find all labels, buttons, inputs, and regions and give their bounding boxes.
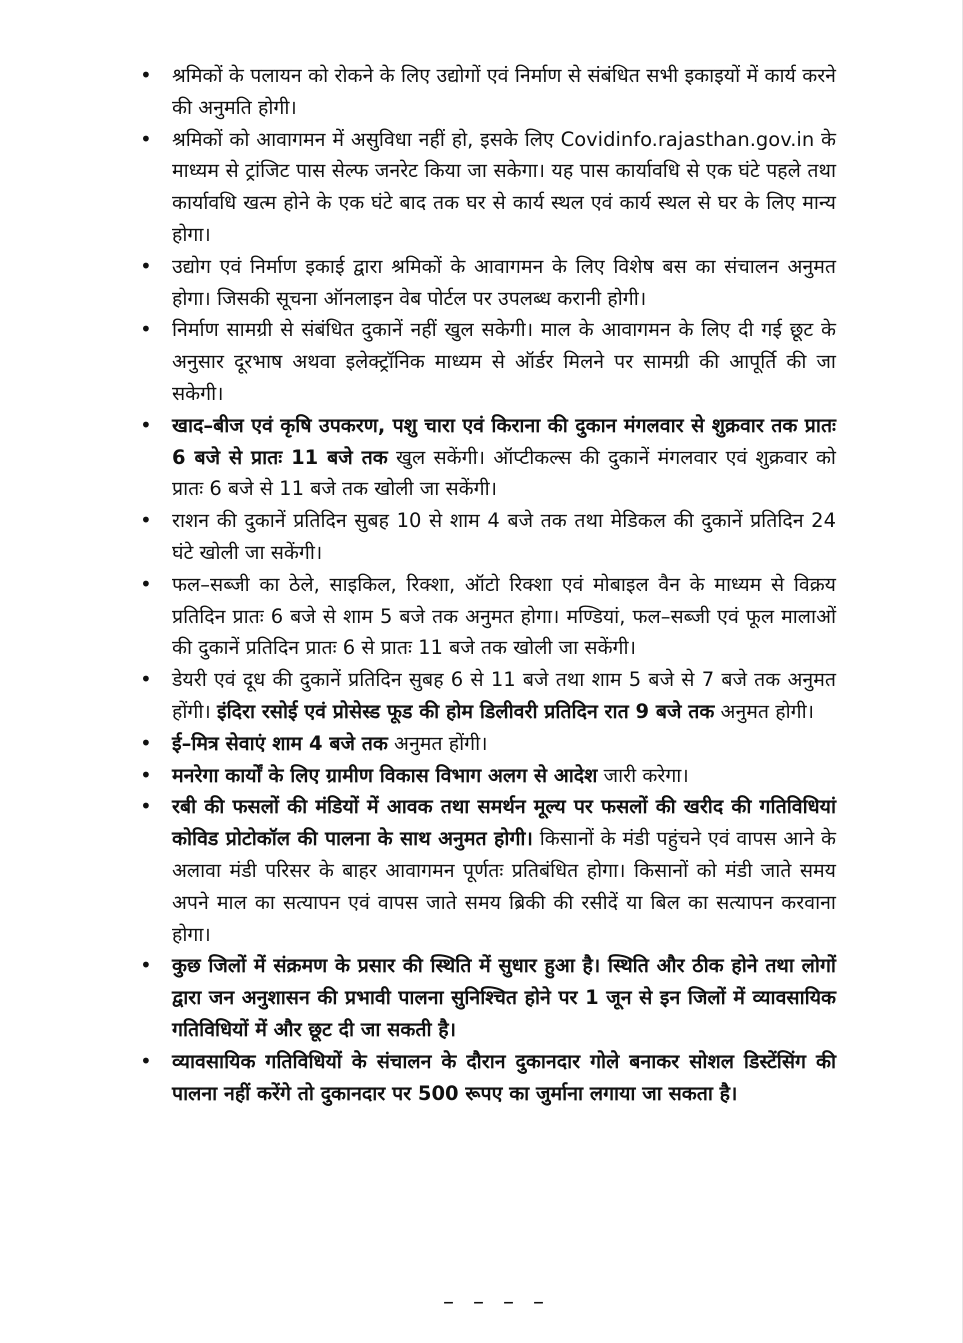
bullet-icon: • xyxy=(140,317,152,342)
bullet-icon: • xyxy=(140,730,152,755)
bullet-icon: • xyxy=(140,571,152,596)
list-item xyxy=(140,124,836,251)
bullet-icon: • xyxy=(140,1048,152,1073)
bold-text: ई–मित्र सेवाएं शाम 4 बजे तक xyxy=(172,731,388,755)
bold-text: खाद–बीज एवं कृषि उपकरण, पशु चारा एवं किराना की दुकान मंगलवार से शुक्रवार तक प्रातः 6 बजे से प्रातः 11 बजे तक xyxy=(172,413,837,469)
bullet-icon: • xyxy=(140,953,152,978)
body-text: खुल सकेंगी। ऑप्टीकल्स की दुकानें मंगलवार एवं शुक्रवार को प्रातः 6 बजे से 11 बजे तक खोली जा सकेंगी। xyxy=(172,445,836,501)
bullet-icon: • xyxy=(140,667,152,692)
list-item xyxy=(140,505,836,569)
list-item xyxy=(140,569,836,664)
bullet-icon: • xyxy=(140,126,152,151)
body-text: जारी करेगा। xyxy=(597,763,689,787)
body-text: डेयरी एवं दूध की दुकानें प्रतिदिन सुबह 6 से 11 बजे तथा शाम 5 बजे से 7 बजे तक अनुमत होंगी। xyxy=(172,668,836,723)
bold-text: रबी की फसलों की मंडियों में आवक तथा समर्थन मूल्य पर फसलों की खरीद की गतिविधियां कोविड प्रोटोकॉल की पालना के साथ अनुमत होगी। xyxy=(172,795,836,851)
body-text: उद्योग एवं निर्माण इकाई द्वारा श्रमिकों के आवागमन के लिए विशेष बस का संचालन अनुमत होगा। जिसकी सूचना ऑनलाइन वेब पोर्टल पर उपलब्ध करानी होगी। xyxy=(172,254,836,310)
list-item xyxy=(140,251,836,315)
bullet-icon: • xyxy=(140,762,152,787)
body-text: अनुमत होंगी। xyxy=(387,731,488,755)
bullet-icon: • xyxy=(140,253,152,278)
list-item xyxy=(140,728,836,760)
bullet-icon: • xyxy=(140,412,152,437)
list-item xyxy=(140,760,836,792)
bold-text: व्यावसायिक गतिविधियों के संचालन के दौरान दुकानदार गोले बनाकर सोशल डिस्टेंसिंग की पालना नहीं करेंगे तो दुकानदार पर 500 रूपए का जुर्माना लगाया जा सकता है। xyxy=(172,1049,836,1105)
list-item xyxy=(140,1046,836,1110)
list-item xyxy=(140,314,836,409)
body-text: राशन की दुकानें प्रतिदिन सुबह 10 से शाम 4 बजे तक तथा मेडिकल की दुकानें प्रतिदिन 24 घंटे खोली जा सकेंगी। xyxy=(172,509,836,564)
list-item xyxy=(140,60,836,124)
list-item xyxy=(140,410,836,505)
list-item xyxy=(140,664,836,728)
bullet-list xyxy=(140,60,836,1109)
bullet-icon: • xyxy=(140,508,152,533)
bullet-icon: • xyxy=(140,63,152,87)
body-text: फल–सब्जी का ठेले, साइकिल, रिक्शा, ऑटो रिक्शा एवं मोबाइल वैन के माध्यम से विक्रय प्रतिदिन प्रातः 6 बजे से शाम 5 बजे तक अनुमत होगा। मण्डियां, फल–सब्जी एवं फूल मालाओं की दुकानें प्रतिदिन प्रातः 6 से प्रातः 11 बजे तक खोली जा सकेंगी। xyxy=(172,572,836,660)
list-item xyxy=(140,950,836,1045)
bold-text: कुछ जिलों में संक्रमण के प्रसार की स्थिति में सुधार हुआ है। स्थिति और ठीक होने तथा लोगों द्वारा जन अनुशासन की प्रभावी पालना सुनिश्चित होने पर 1 जून से इन जिलों में व्यावसायिक गतिविधियों में और छूट दी जा सकती है। xyxy=(172,954,836,1041)
bullet-icon: • xyxy=(140,794,152,819)
body-text: किसानों के मंडी पहुंचने एवं वापस आने के अलावा मंडी परिसर के बाहर आवागमन पूर्णतः प्रतिबंधित होगा। किसानों को मंडी जाते समय अपने माल का सत्यापन एवं वापस जाते समय ब्रिकी की रसीदें या बिल का सत्यापन करवाना होगा। xyxy=(172,827,836,946)
body-text: श्रमिकों के पलायन को रोकने के लिए उद्योगों एवं निर्माण से संबंधित सभी इकाइयों में कार्य करने की अनुमति होगी। xyxy=(172,64,836,119)
list-item xyxy=(140,791,836,950)
body-text: अनुमत होगी। xyxy=(714,699,815,723)
bold-text: इंदिरा रसोई एवं प्रोसेस्ड फूड की होम डिलीवरी प्रतिदिन रात 9 बजे तक xyxy=(217,699,715,723)
body-text: निर्माण सामग्री से संबंधित दुकानें नहीं खुल सकेगी। माल के आवागमन के लिए दी गई छूट के अनुसार दूरभाष अथवा इलेक्ट्रॉनिक माध्यम से ऑर्डर मिलने पर सामग्री की आपूर्ति की जा सकेगी। xyxy=(172,318,836,405)
end-separator: – – – – xyxy=(443,1290,550,1315)
bold-text: मनरेगा कार्यों के लिए ग्रामीण विकास विभाग अलग से आदेश xyxy=(172,763,598,787)
body-text: श्रमिकों को आवागमन में असुविधा नहीं हो, इसके लिए Covidinfo.rajasthan.gov.in के माध्यम से ट्रांजिट पास सेल्फ जनरेट किया जा सकेगा। यह पास कार्यावधि से एक घंटे पहले तथा कार्यावधि खत्म होने के एक घंटे बाद तक घर से कार्य स्थल एवं कार्य स्थल से घर के लिए मान्य होगा। xyxy=(172,127,836,246)
